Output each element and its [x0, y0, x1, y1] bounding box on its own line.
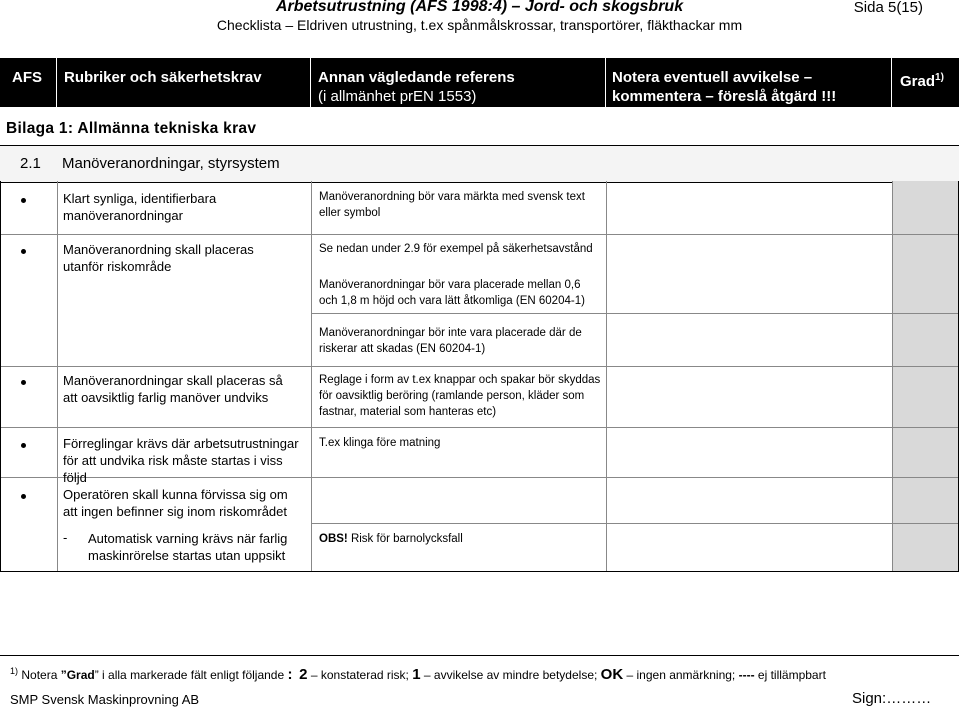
requirement-text: Förreglingar krävs där arbetsutrustningar för att undvika risk måste startas i viss följd — [63, 436, 299, 485]
grade-cell[interactable] — [893, 181, 958, 234]
header-afs: AFS — [12, 69, 42, 86]
grade-cell[interactable] — [893, 314, 958, 366]
reference-text: OBS! Risk för barnolycksfall — [319, 533, 463, 545]
bullet-icon — [21, 443, 26, 448]
footer-company: SMP Svensk Maskinprovning AB — [10, 692, 200, 707]
reference-text: Manöveranordningar bör vara placerade mellan 0,6 och 1,8 m höjd och vara lätt åtkomliga (EN 60204-1) — [319, 279, 585, 307]
header-grad: Grad$^{1)}$ — [900, 72, 944, 90]
sub-requirement-text: Automatisk varning krävs när farlig maskinrörelse startas utan uppsikt — [88, 531, 288, 563]
footer-sign: Sign:……… — [852, 690, 932, 707]
requirement-text: Klart synliga, identifierbara manöveranordningar — [63, 191, 217, 223]
reference-text: Manöveranordning bör vara märkta med svensk text eller symbol — [319, 191, 585, 219]
header-notera: Notera eventuell avvikelse – — [612, 69, 813, 86]
grade-cell[interactable] — [893, 367, 958, 427]
document-subtitle: Checklista – Eldriven utrustning, t.ex spånmålskrossar, transportörer, fläkthackar mm — [216, 17, 743, 33]
header-annan-referens: Annan vägledande referens — [318, 69, 515, 86]
grade-cell[interactable] — [893, 478, 958, 523]
document-title: Arbetsutrustning (AFS 1998:4) – Jord- och skogsbruk — [275, 0, 684, 15]
requirement-text: Manöveranordning skall placeras utanför riskområde — [63, 242, 254, 274]
section-heading — [0, 145, 959, 183]
table-header — [0, 58, 959, 107]
header-rubriker: Rubriker och säkerhetskrav — [64, 69, 262, 86]
page-number: Sida 5(15) — [853, 0, 923, 16]
bullet-icon — [21, 198, 26, 203]
header-notera-sub: kommentera – föreslå åtgärd !!! — [612, 88, 837, 105]
bilaga-heading: Bilaga 1: Allmänna tekniska krav — [6, 120, 257, 137]
reference-text: Se nedan under 2.9 för exempel på säkerhetsavstånd — [319, 243, 593, 255]
reference-text: T.ex klinga före matning — [319, 437, 441, 449]
grade-cell[interactable] — [893, 524, 958, 571]
requirement-text: Operatören skall kunna förvissa sig om att ingen befinner sig inom riskområdet — [63, 487, 288, 519]
reference-text: Reglage i form av t.ex knappar och spakar bör skyddas för oavsiktlig beröring (ramlande person, kläder som fastnar, material som hanteras etc) — [319, 374, 601, 418]
requirement-text: Manöveranordningar skall placeras så att oavsiktlig farlig manöver undviks — [63, 373, 283, 405]
grade-cell[interactable] — [893, 428, 958, 477]
bullet-icon — [21, 494, 26, 499]
bullet-icon — [21, 380, 26, 385]
reference-text: Manöveranordningar bör inte vara placerade där de riskerar att skadas (EN 60204-1) — [319, 327, 582, 355]
sub-requirement-dash: - — [63, 530, 68, 545]
checklist-table — [0, 181, 959, 572]
section-number: 2.1 — [20, 155, 41, 172]
header-annan-referens-sub: (i allmänhet prEN 1553) — [318, 88, 477, 105]
footnote: $^{1)}$ Notera ”Grad” i alla markerade fält enligt följande : 2 – konstaterad risk; 1 – avvikelse av mindre betydelse; OK – ingen anmärkning; ---- ej tillämpbart — [10, 666, 826, 683]
bullet-icon — [21, 249, 26, 254]
section-title: Manöveranordningar, styrsystem — [62, 155, 280, 172]
grade-cell[interactable] — [893, 235, 958, 313]
footnote-divider — [0, 655, 959, 656]
